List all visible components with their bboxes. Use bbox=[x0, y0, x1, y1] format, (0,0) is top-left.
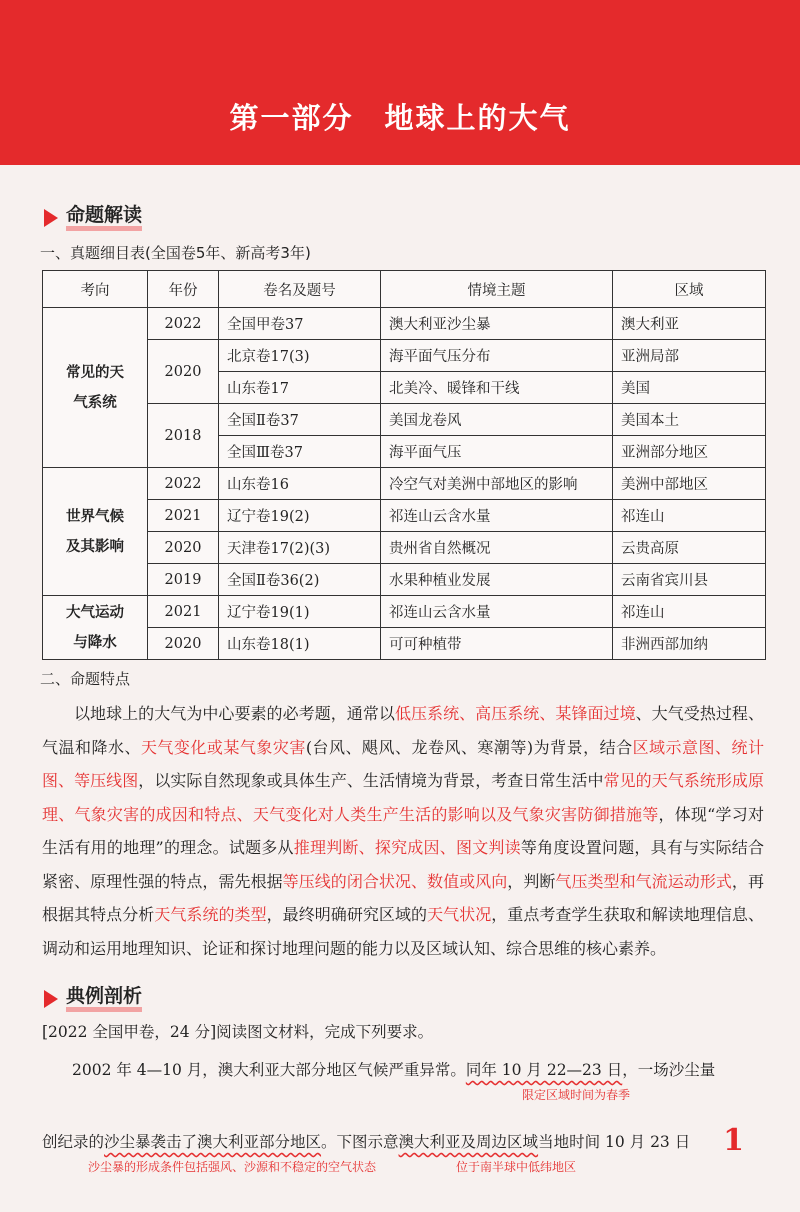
group-cell: 世界气候及其影响 bbox=[43, 468, 148, 596]
region-cell: 美国 bbox=[613, 372, 766, 404]
annotation-note: 沙尘暴的形成条件包括强风、沙源和不稳定的空气状态 bbox=[88, 1160, 377, 1174]
region-cell: 澳大利亚 bbox=[613, 308, 766, 340]
year-cell: 2021 bbox=[148, 596, 219, 628]
region-cell: 祁连山 bbox=[613, 500, 766, 532]
year-cell: 2022 bbox=[148, 308, 219, 340]
text: 。下图示意 bbox=[321, 1133, 399, 1151]
paper-cell: 全国甲卷37 bbox=[219, 308, 381, 340]
text: ，体现“学习对生活有用的地理”的理念。试题多从 bbox=[42, 804, 764, 857]
paper-cell: 全国Ⅱ卷37 bbox=[219, 404, 381, 436]
table-row bbox=[43, 308, 766, 340]
region-cell: 亚洲部分地区 bbox=[613, 436, 766, 468]
exam-table bbox=[42, 270, 766, 660]
text: 、大气受热过程、气温和降水、 bbox=[42, 704, 764, 757]
region-cell: 祁连山 bbox=[613, 596, 766, 628]
paper-cell: 天津卷17(2)(3) bbox=[219, 532, 381, 564]
year-cell: 2018 bbox=[148, 404, 219, 468]
highlighted-text: 低压系统、高压系统、某锋面过境 bbox=[394, 704, 636, 723]
highlighted-text: 天气变化或某气象灾害 bbox=[140, 737, 306, 757]
table-header-row bbox=[43, 271, 766, 308]
chapter-banner bbox=[0, 0, 800, 165]
annotation-note: 位于南半球中低纬地区 bbox=[456, 1160, 577, 1174]
text: 以地球上的大气为中心要素的必考题，通常以 bbox=[74, 704, 395, 723]
triangle-icon bbox=[44, 209, 58, 227]
table-row bbox=[43, 628, 766, 660]
region-cell: 美洲中部地区 bbox=[613, 468, 766, 500]
triangle-icon bbox=[44, 990, 58, 1008]
highlighted-text: 天气系统的类型 bbox=[154, 905, 267, 924]
subheading-features: 二、命题特点 bbox=[40, 670, 131, 688]
paper-cell: 辽宁卷19(1) bbox=[219, 596, 381, 628]
header-cell: 情境主题 bbox=[381, 271, 613, 308]
theme-cell: 海平面气压分布 bbox=[381, 340, 613, 372]
text: ，最终明确研究区域的 bbox=[266, 905, 428, 924]
region-cell: 云贵高原 bbox=[613, 532, 766, 564]
region-cell: 非洲西部加纳 bbox=[613, 628, 766, 660]
year-cell: 2020 bbox=[148, 340, 219, 404]
text: 创纪录的 bbox=[42, 1133, 105, 1151]
theme-cell: 水果种植业发展 bbox=[381, 564, 613, 596]
example-line-1 bbox=[72, 1058, 772, 1080]
paper-cell: 辽宁卷19(2) bbox=[219, 500, 381, 532]
paper-cell: 山东卷17 bbox=[219, 372, 381, 404]
highlighted-text: 区域示意图、统计图、等压线图 bbox=[42, 737, 764, 790]
paper-cell: 山东卷16 bbox=[219, 468, 381, 500]
table-row bbox=[43, 468, 766, 500]
subheading-table: 一、真题细目表(全国卷5年、新高考3年) bbox=[40, 244, 311, 262]
highlighted-text: 等压线的闭合状况、数值或风向 bbox=[282, 871, 508, 891]
region-cell: 云南省宾川县 bbox=[613, 564, 766, 596]
annotated-text: 同年 10 月 22—23 日 bbox=[465, 1061, 623, 1079]
header-cell: 卷名及题号 bbox=[219, 271, 381, 308]
section-heading-examples bbox=[44, 985, 142, 1012]
table-row bbox=[43, 500, 766, 532]
text: 2002 年 4—10 月，澳大利亚大部分地区气候严重异常。 bbox=[72, 1061, 466, 1079]
section-title: 命题解读 bbox=[66, 204, 142, 231]
annotated-text: 沙尘暴袭击了澳大利亚部分地区 bbox=[104, 1133, 322, 1151]
highlighted-text: 气压类型和气流运动形式 bbox=[555, 871, 732, 891]
group-cell: 大气运动与降水 bbox=[43, 596, 148, 660]
table-row bbox=[43, 340, 766, 372]
text: ，重点考查学生获取和解读地理信息、调动和运用地理知识、论证和探讨地理问题的能力以及区域认知、综合思维的核心素养。 bbox=[42, 905, 764, 958]
chapter-title: 第一部分 地球上的大气 bbox=[229, 101, 571, 135]
text: ，一场沙尘量 bbox=[622, 1061, 716, 1079]
year-cell: 2021 bbox=[148, 500, 219, 532]
year-cell: 2020 bbox=[148, 628, 219, 660]
theme-cell: 祁连山云含水量 bbox=[381, 596, 613, 628]
theme-cell: 冷空气对美洲中部地区的影响 bbox=[381, 468, 613, 500]
paper-cell: 全国Ⅱ卷36(2) bbox=[219, 564, 381, 596]
region-cell: 美国本土 bbox=[613, 404, 766, 436]
text: 等角度设置问题，具有与实际结合紧密、原理性强的特点，需先根据 bbox=[42, 838, 764, 891]
paper-cell: 全国Ⅲ卷37 bbox=[219, 436, 381, 468]
example-line-2 bbox=[42, 1130, 772, 1152]
page-number: 1 bbox=[723, 1123, 744, 1158]
theme-cell: 贵州省自然概况 bbox=[381, 532, 613, 564]
paper-cell: 北京卷17(3) bbox=[219, 340, 381, 372]
theme-cell: 祁连山云含水量 bbox=[381, 500, 613, 532]
group-cell: 常见的天气系统 bbox=[43, 308, 148, 468]
text: (台风、飓风、龙卷风、寒潮等)为背景，结合 bbox=[305, 737, 633, 757]
year-cell: 2019 bbox=[148, 564, 219, 596]
table-row bbox=[43, 404, 766, 436]
section-heading-analysis bbox=[44, 204, 142, 231]
features-paragraph bbox=[42, 697, 764, 965]
theme-cell: 美国龙卷风 bbox=[381, 404, 613, 436]
text: 当地时间 10 月 23 日 bbox=[538, 1133, 691, 1151]
table-row bbox=[43, 596, 766, 628]
highlighted-text: 推理判断、探究成因、图文判读 bbox=[293, 838, 521, 857]
header-cell: 年份 bbox=[148, 271, 219, 308]
theme-cell: 海平面气压 bbox=[381, 436, 613, 468]
table-row bbox=[43, 532, 766, 564]
year-cell: 2022 bbox=[148, 468, 219, 500]
text: ，以实际自然现象或具体生产、生活情境为背景，考查日常生活中 bbox=[138, 771, 604, 790]
year-cell: 2020 bbox=[148, 532, 219, 564]
highlighted-text: 常见的天气系统形成原理、气象灾害的成因和特点、天气变化对人类生产生活的影响以及气象灾害防御措施等 bbox=[42, 771, 764, 824]
header-cell: 考向 bbox=[43, 271, 148, 308]
annotation-note: 限定区域时间为春季 bbox=[522, 1088, 631, 1102]
theme-cell: 北美冷、暖锋和干线 bbox=[381, 372, 613, 404]
highlighted-text: 天气状况 bbox=[427, 905, 492, 924]
annotated-text: 澳大利亚及周边区域 bbox=[398, 1133, 539, 1151]
region-cell: 亚洲局部 bbox=[613, 340, 766, 372]
section-title: 典例剖析 bbox=[66, 985, 142, 1012]
theme-cell: 澳大利亚沙尘暴 bbox=[381, 308, 613, 340]
header-cell: 区域 bbox=[613, 271, 766, 308]
example-source: [2022 全国甲卷，24 分]阅读图文材料，完成下列要求。 bbox=[42, 1023, 434, 1041]
text: ，再根据其特点分析 bbox=[42, 871, 764, 924]
text: ，判断 bbox=[507, 871, 556, 891]
table-row bbox=[43, 564, 766, 596]
paper-cell: 山东卷18(1) bbox=[219, 628, 381, 660]
theme-cell: 可可种植带 bbox=[381, 628, 613, 660]
